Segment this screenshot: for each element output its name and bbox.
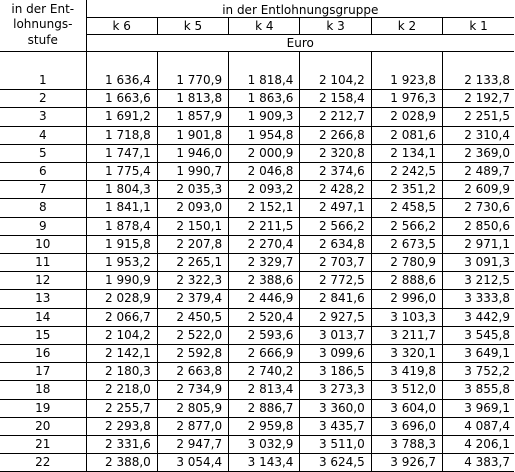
value-cell: 3 143,4 xyxy=(229,454,300,472)
value-cell: 3 512,0 xyxy=(371,381,442,399)
value-cell: 2 379,4 xyxy=(157,290,228,308)
spacer-cell xyxy=(229,52,300,73)
value-cell: 2 850,6 xyxy=(443,217,514,235)
value-cell: 4 383,7 xyxy=(443,454,514,472)
value-cell: 3 788,3 xyxy=(371,436,442,454)
value-cell: 2 927,5 xyxy=(300,308,371,326)
value-cell: 2 035,3 xyxy=(157,181,228,199)
value-cell: 1 953,2 xyxy=(86,254,157,272)
value-cell: 2 888,6 xyxy=(371,272,442,290)
value-cell: 2 841,6 xyxy=(300,290,371,308)
table-row xyxy=(0,290,514,308)
table-row xyxy=(0,199,514,217)
value-cell: 2 211,5 xyxy=(229,217,300,235)
value-cell: 2 877,0 xyxy=(157,417,228,435)
value-cell: 3 419,8 xyxy=(371,363,442,381)
value-cell: 1 915,8 xyxy=(86,235,157,253)
value-cell: 1 923,8 xyxy=(371,72,442,90)
table-row xyxy=(0,144,514,162)
value-cell: 2 293,8 xyxy=(86,417,157,435)
value-cell: 3 320,1 xyxy=(371,345,442,363)
stufe-cell: 2 xyxy=(0,90,86,108)
value-cell: 2 242,5 xyxy=(371,163,442,181)
value-cell: 1 691,2 xyxy=(86,108,157,126)
value-cell: 3 442,9 xyxy=(443,308,514,326)
value-cell: 3 649,1 xyxy=(443,345,514,363)
stufe-header-line: in der Ent- xyxy=(11,2,75,16)
stufe-cell: 17 xyxy=(0,363,86,381)
value-cell: 2 566,2 xyxy=(371,217,442,235)
value-cell: 2 150,1 xyxy=(157,217,228,235)
table-row xyxy=(0,254,514,272)
spacer-cell xyxy=(86,52,157,73)
stufe-cell: 8 xyxy=(0,199,86,217)
value-cell: 2 320,8 xyxy=(300,144,371,162)
value-cell: 3 212,5 xyxy=(443,272,514,290)
table-row xyxy=(0,345,514,363)
value-cell: 3 435,7 xyxy=(300,417,371,435)
value-cell: 2 212,7 xyxy=(300,108,371,126)
value-cell: 2 207,8 xyxy=(157,235,228,253)
stufe-column-header xyxy=(0,0,86,52)
stufe-cell: 14 xyxy=(0,308,86,326)
value-cell: 2 329,7 xyxy=(229,254,300,272)
value-cell: 2 566,2 xyxy=(300,217,371,235)
value-cell: 2 265,1 xyxy=(157,254,228,272)
value-cell: 2 593,6 xyxy=(229,326,300,344)
stufe-header-line: lohnungs- xyxy=(13,17,73,32)
value-cell: 1 863,6 xyxy=(229,90,300,108)
value-cell: 3 545,8 xyxy=(443,326,514,344)
value-cell: 2 947,7 xyxy=(157,436,228,454)
value-cell: 2 322,3 xyxy=(157,272,228,290)
value-cell: 2 142,1 xyxy=(86,345,157,363)
value-cell: 1 663,6 xyxy=(86,90,157,108)
value-cell: 2 886,7 xyxy=(229,399,300,417)
unit-header: Euro xyxy=(86,35,514,52)
value-cell: 1 990,9 xyxy=(86,272,157,290)
value-cell: 2 218,0 xyxy=(86,381,157,399)
table-row xyxy=(0,181,514,199)
value-cell: 2 134,1 xyxy=(371,144,442,162)
spacer-cell xyxy=(371,52,442,73)
value-cell: 2 093,2 xyxy=(229,181,300,199)
table-row xyxy=(0,90,514,108)
stufe-cell: 13 xyxy=(0,290,86,308)
value-cell: 2 310,4 xyxy=(443,126,514,144)
value-cell: 2 520,4 xyxy=(229,308,300,326)
value-cell: 3 360,0 xyxy=(300,399,371,417)
value-cell: 3 855,8 xyxy=(443,381,514,399)
stufe-cell: 12 xyxy=(0,272,86,290)
value-cell: 1 954,8 xyxy=(229,126,300,144)
value-cell: 3 032,9 xyxy=(229,436,300,454)
value-cell: 3 511,0 xyxy=(300,436,371,454)
value-cell: 3 054,4 xyxy=(157,454,228,472)
value-cell: 1 770,9 xyxy=(157,72,228,90)
group-column-header: k 1 xyxy=(443,18,514,35)
stufe-cell: 18 xyxy=(0,381,86,399)
table-row xyxy=(0,272,514,290)
stufe-cell: 4 xyxy=(0,126,86,144)
stufe-cell: 21 xyxy=(0,436,86,454)
stufe-cell: 19 xyxy=(0,399,86,417)
table-row xyxy=(0,163,514,181)
stufe-cell: 15 xyxy=(0,326,86,344)
value-cell: 3 211,7 xyxy=(371,326,442,344)
group-column-header: k 5 xyxy=(157,18,228,35)
table-row xyxy=(0,436,514,454)
value-cell: 2 428,2 xyxy=(300,181,371,199)
value-cell: 2 734,9 xyxy=(157,381,228,399)
value-cell: 2 522,0 xyxy=(157,326,228,344)
table-row xyxy=(0,363,514,381)
stufe-cell: 1 xyxy=(0,72,86,90)
value-cell: 4 206,1 xyxy=(443,436,514,454)
value-cell: 1 901,8 xyxy=(157,126,228,144)
value-cell: 1 857,9 xyxy=(157,108,228,126)
value-cell: 1 946,0 xyxy=(157,144,228,162)
value-cell: 2 180,3 xyxy=(86,363,157,381)
value-cell: 2 158,4 xyxy=(300,90,371,108)
spacer-cell xyxy=(300,52,371,73)
value-cell: 3 604,0 xyxy=(371,399,442,417)
value-cell: 2 388,0 xyxy=(86,454,157,472)
value-cell: 3 186,5 xyxy=(300,363,371,381)
group-column-header: k 3 xyxy=(300,18,371,35)
value-cell: 2 251,5 xyxy=(443,108,514,126)
stufe-cell: 10 xyxy=(0,235,86,253)
table-row xyxy=(0,235,514,253)
value-cell: 3 696,0 xyxy=(371,417,442,435)
value-cell: 2 703,7 xyxy=(300,254,371,272)
value-cell: 3 333,8 xyxy=(443,290,514,308)
spacer-cell xyxy=(443,52,514,73)
group-header: in der Entlohnungsgruppe xyxy=(86,0,514,18)
value-cell: 2 374,6 xyxy=(300,163,371,181)
value-cell: 1 990,7 xyxy=(157,163,228,181)
table-row xyxy=(0,72,514,90)
value-cell: 3 969,1 xyxy=(443,399,514,417)
value-cell: 4 087,4 xyxy=(443,417,514,435)
value-cell: 2 446,9 xyxy=(229,290,300,308)
stufe-cell: 20 xyxy=(0,417,86,435)
value-cell: 3 013,7 xyxy=(300,326,371,344)
value-cell: 2 813,4 xyxy=(229,381,300,399)
value-cell: 2 450,5 xyxy=(157,308,228,326)
value-cell: 2 266,8 xyxy=(300,126,371,144)
group-column-header: k 6 xyxy=(86,18,157,35)
stufe-cell: 6 xyxy=(0,163,86,181)
value-cell: 2 772,5 xyxy=(300,272,371,290)
value-cell: 1 909,3 xyxy=(229,108,300,126)
stufe-cell: 7 xyxy=(0,181,86,199)
value-cell: 2 192,7 xyxy=(443,90,514,108)
value-cell: 1 718,8 xyxy=(86,126,157,144)
stufe-cell: 22 xyxy=(0,454,86,472)
value-cell: 2 388,6 xyxy=(229,272,300,290)
value-cell: 3 091,3 xyxy=(443,254,514,272)
value-cell: 3 926,7 xyxy=(371,454,442,472)
stufe-cell: 9 xyxy=(0,217,86,235)
stufe-cell: 3 xyxy=(0,108,86,126)
value-cell: 1 804,3 xyxy=(86,181,157,199)
value-cell: 3 273,3 xyxy=(300,381,371,399)
value-cell: 2 673,5 xyxy=(371,235,442,253)
value-cell: 2 730,6 xyxy=(443,199,514,217)
table-row xyxy=(0,417,514,435)
value-cell: 2 996,0 xyxy=(371,290,442,308)
stufe-cell: 11 xyxy=(0,254,86,272)
value-cell: 2 497,1 xyxy=(300,199,371,217)
value-cell: 2 592,8 xyxy=(157,345,228,363)
value-cell: 1 775,4 xyxy=(86,163,157,181)
value-cell: 2 634,8 xyxy=(300,235,371,253)
value-cell: 2 740,2 xyxy=(229,363,300,381)
value-cell: 3 624,5 xyxy=(300,454,371,472)
value-cell: 2 666,9 xyxy=(229,345,300,363)
value-cell: 2 133,8 xyxy=(443,72,514,90)
table-row xyxy=(0,126,514,144)
value-cell: 2 609,9 xyxy=(443,181,514,199)
value-cell: 2 066,7 xyxy=(86,308,157,326)
value-cell: 1 747,1 xyxy=(86,144,157,162)
value-cell: 2 331,6 xyxy=(86,436,157,454)
value-cell: 1 636,4 xyxy=(86,72,157,90)
spacer-cell xyxy=(0,52,86,73)
table-row xyxy=(0,308,514,326)
value-cell: 2 152,1 xyxy=(229,199,300,217)
table-row xyxy=(0,326,514,344)
table-row xyxy=(0,454,514,472)
value-cell: 2 046,8 xyxy=(229,163,300,181)
value-cell: 2 104,2 xyxy=(86,326,157,344)
value-cell: 2 093,0 xyxy=(157,199,228,217)
value-cell: 1 841,1 xyxy=(86,199,157,217)
value-cell: 2 971,1 xyxy=(443,235,514,253)
table-row xyxy=(0,381,514,399)
group-column-header: k 2 xyxy=(371,18,442,35)
value-cell: 2 255,7 xyxy=(86,399,157,417)
value-cell: 2 081,6 xyxy=(371,126,442,144)
stufe-cell: 16 xyxy=(0,345,86,363)
value-cell: 2 270,4 xyxy=(229,235,300,253)
value-cell: 1 813,8 xyxy=(157,90,228,108)
value-cell: 3 752,2 xyxy=(443,363,514,381)
value-cell: 1 878,4 xyxy=(86,217,157,235)
stufe-header-line: stufe xyxy=(27,32,58,47)
spacer-cell xyxy=(157,52,228,73)
table-row xyxy=(0,108,514,126)
value-cell: 2 780,9 xyxy=(371,254,442,272)
value-cell: 2 663,8 xyxy=(157,363,228,381)
value-cell: 2 458,5 xyxy=(371,199,442,217)
value-cell: 2 104,2 xyxy=(300,72,371,90)
group-column-header: k 4 xyxy=(229,18,300,35)
value-cell: 1 818,4 xyxy=(229,72,300,90)
value-cell: 2 000,9 xyxy=(229,144,300,162)
stufe-cell: 5 xyxy=(0,144,86,162)
pay-table-body xyxy=(0,52,514,472)
value-cell: 2 369,0 xyxy=(443,144,514,162)
value-cell: 2 028,9 xyxy=(86,290,157,308)
table-row xyxy=(0,399,514,417)
value-cell: 1 976,3 xyxy=(371,90,442,108)
value-cell: 2 489,7 xyxy=(443,163,514,181)
value-cell: 2 805,9 xyxy=(157,399,228,417)
table-row xyxy=(0,217,514,235)
header-spacer-row xyxy=(0,52,514,73)
value-cell: 3 099,6 xyxy=(300,345,371,363)
value-cell: 2 351,2 xyxy=(371,181,442,199)
value-cell: 2 028,9 xyxy=(371,108,442,126)
value-cell: 2 959,8 xyxy=(229,417,300,435)
value-cell: 3 103,3 xyxy=(371,308,442,326)
